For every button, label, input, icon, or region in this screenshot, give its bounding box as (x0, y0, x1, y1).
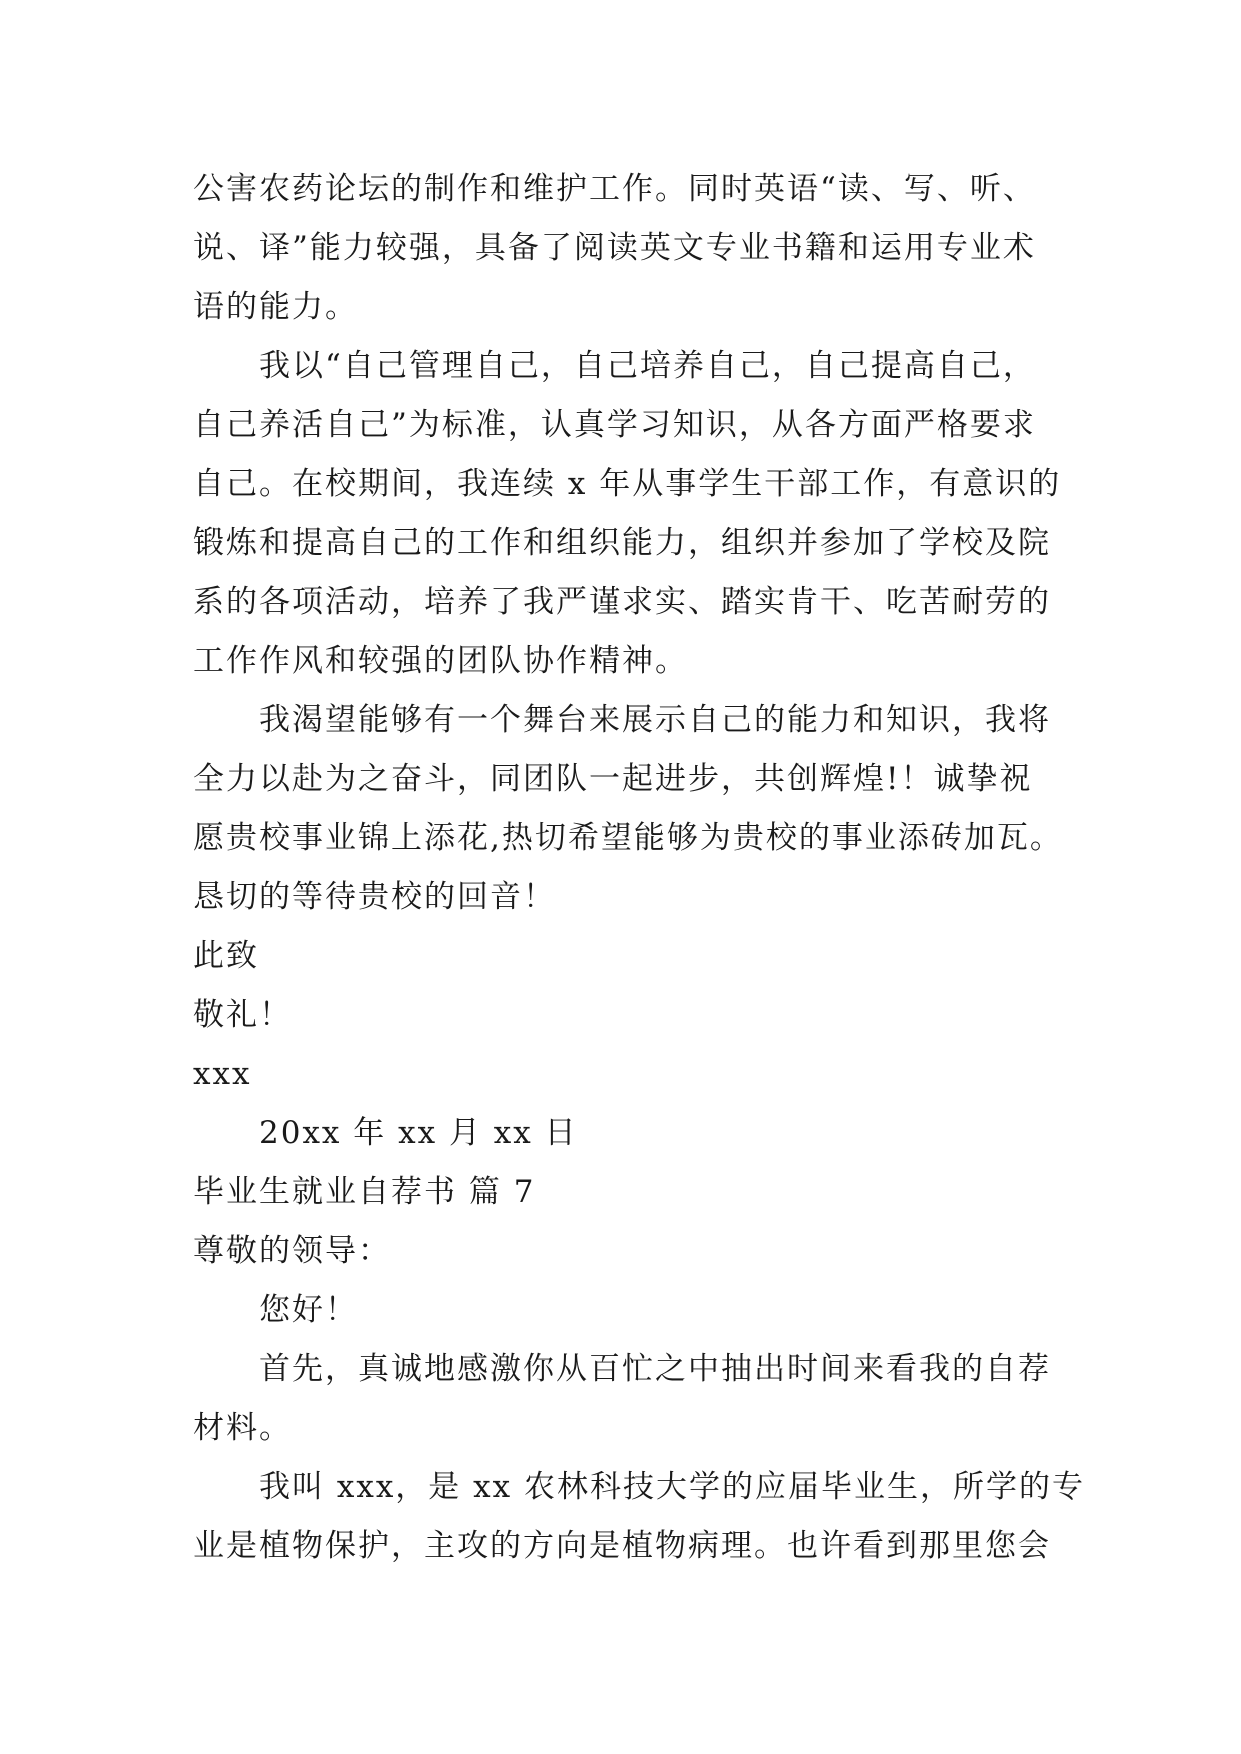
text-line: 自己。在校期间，我连续 x 年从事学生干部工作，有意识的 (193, 466, 1062, 502)
document-body (193, 160, 1085, 1576)
signature-date: 20xx 年 xx 月 xx 日 (259, 1115, 578, 1151)
signature-name: xxx (193, 1056, 252, 1092)
greeting-recipient: 尊敬的领导： (193, 1233, 391, 1269)
text-line: 材料。 (193, 1410, 292, 1446)
text-line: 语的能力。 (193, 289, 358, 325)
salutation-line: 敬礼！ (193, 997, 292, 1033)
paragraph-start-line: 我叫 xxx，是 xx 农林科技大学的应届毕业生，所学的专 (259, 1469, 1085, 1505)
closing-line: 此致 (193, 938, 259, 974)
text-line: 锻炼和提高自己的工作和组织能力，组织并参加了学校及院 (193, 525, 1051, 561)
paragraph-start-line: 我渴望能够有一个舞台来展示自己的能力和知识，我将 (259, 702, 1051, 738)
text-line: 愿贵校事业锦上添花,热切希望能够为贵校的事业添砖加瓦。 (193, 820, 1063, 856)
section-title: 毕业生就业自荐书 篇 7 (193, 1174, 536, 1210)
text-line: 公害农药论坛的制作和维护工作。同时英语“读、写、听、 (193, 171, 1036, 207)
text-line: 说、译”能力较强，具备了阅读英文专业书籍和运用专业术 (193, 230, 1036, 266)
paragraph-start-line: 我以“自己管理自己，自己培养自己，自己提高自己， (259, 348, 1036, 384)
text-line: 全力以赴为之奋斗，同团队一起进步，共创辉煌!！诚挚祝 (193, 761, 1033, 797)
text-line: 自己养活自己”为标准，认真学习知识，从各方面严格要求 (193, 407, 1036, 443)
text-line: 恳切的等待贵校的回音！ (193, 879, 556, 915)
text-line: 工作作风和较强的团队协作精神。 (193, 643, 688, 679)
text-line: 业是植物保护，主攻的方向是植物病理。也许看到那里您会 (193, 1528, 1051, 1564)
text-line: 系的各项活动，培养了我严谨求实、踏实肯干、吃苦耐劳的 (193, 584, 1051, 620)
paragraph-start-line: 首先，真诚地感激你从百忙之中抽出时间来看我的自荐 (259, 1351, 1051, 1387)
greeting-line: 您好！ (259, 1292, 358, 1328)
